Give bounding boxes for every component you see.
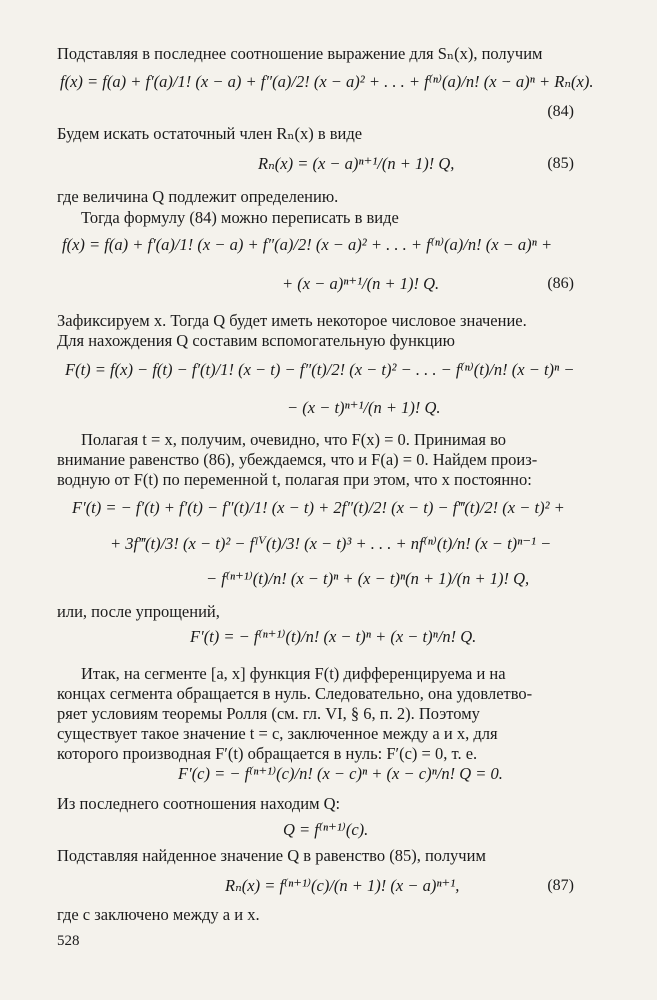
text-line: Тогда формулу (84) можно переписать в виде [81,208,399,227]
page-number: 528 [57,933,80,949]
text-line: которого производная F′(t) обращается в нуль: F′(c) = 0, т. е. [57,744,478,763]
text-line: Для нахождения Q составим вспомогательную функцию [57,331,455,350]
text-line: Подставляя найденное значение Q в равенство (85), получим [57,846,486,865]
equation-number-84: (84) [547,103,574,120]
text-line: водную от F(t) по переменной t, полагая при этом, что x постоянно: [57,470,532,489]
formula-87: Rₙ(x) = f⁽ⁿ⁺¹⁾(c)/(n + 1)! (x − a)ⁿ⁺¹, [225,876,460,895]
formula-aux-function-line-2: − (x − t)ⁿ⁺¹/(n + 1)! Q. [287,398,441,417]
text-line: или, после упрощений, [57,602,220,621]
text-line: ряет условиям теоремы Ролля (см. гл. VI, § 6, п. 2). Поэтому [57,704,480,723]
formula-simplified-derivative: F′(t) = − f⁽ⁿ⁺¹⁾(t)/n! (x − t)ⁿ + (x − t)ⁿ/n! Q. [190,627,477,646]
text-line: концах сегмента обращается в нуль. Следовательно, она удовлетво- [57,684,533,703]
formula-86-line-1: f(x) = f(a) + f′(a)/1! (x − a) + f″(a)/2! (x − a)² + . . . + f⁽ⁿ⁾(a)/n! (x − a)ⁿ + [62,235,553,254]
text-line: Подставляя в последнее соотношение выражение для Sₙ(x), получим [57,44,543,63]
text-line: где c заключено между a и x. [57,905,260,924]
text-line: существует такое значение t = c, заключенное между a и x, для [57,724,498,743]
text-line: где величина Q подлежит определению. [57,187,339,206]
text-line: внимание равенство (86), убеждаемся, что и F(a) = 0. Найдем произ- [57,450,538,469]
formula-86-line-2: + (x − a)ⁿ⁺¹/(n + 1)! Q. [282,274,440,293]
text-line: Итак, на сегменте [a, x] функция F(t) дифференцируема и на [81,664,506,683]
formula-q: Q = f⁽ⁿ⁺¹⁾(c). [283,820,369,839]
formula-84: f(x) = f(a) + f′(a)/1! (x − a) + f″(a)/2! (x − a)² + . . . + f⁽ⁿ⁾(a)/n! (x − a)ⁿ + Rₙ(x). [60,72,594,91]
text-line: Зафиксируем x. Тогда Q будет иметь некоторое числовое значение. [57,311,527,330]
formula-derivative-line-1: F′(t) = − f′(t) + f′(t) − f″(t)/1! (x − t) + 2f″(t)/2! (x − t) − f‴(t)/2! (x − t)² + [72,498,565,517]
equation-number-87: (87) [547,877,574,894]
formula-derivative-line-3: − f⁽ⁿ⁺¹⁾(t)/n! (x − t)ⁿ + (x − t)ⁿ(n + 1)/(n + 1)! Q, [206,569,530,588]
formula-derivative-at-c: F′(c) = − f⁽ⁿ⁺¹⁾(c)/n! (x − c)ⁿ + (x − c)ⁿ/n! Q = 0. [178,764,503,783]
text-line: Полагая t = x, получим, очевидно, что F(x) = 0. Принимая во [81,430,506,449]
formula-85: Rₙ(x) = (x − a)ⁿ⁺¹/(n + 1)! Q, [258,154,455,173]
formula-aux-function-line-1: F(t) = f(x) − f(t) − f′(t)/1! (x − t) − f″(t)/2! (x − t)² − . . . − f⁽ⁿ⁾(t)/n! (x − t)ⁿ − [65,360,575,379]
equation-number-85: (85) [547,155,574,172]
equation-number-86: (86) [547,275,574,292]
text-line: Из последнего соотношения находим Q: [57,794,341,813]
text-line: Будем искать остаточный член Rₙ(x) в виде [57,124,363,143]
formula-derivative-line-2: + 3f‴(t)/3! (x − t)² − fᴵⱽ(t)/3! (x − t)³ + . . . + nf⁽ⁿ⁾(t)/n! (x − t)ⁿ⁻¹ − [110,534,552,553]
